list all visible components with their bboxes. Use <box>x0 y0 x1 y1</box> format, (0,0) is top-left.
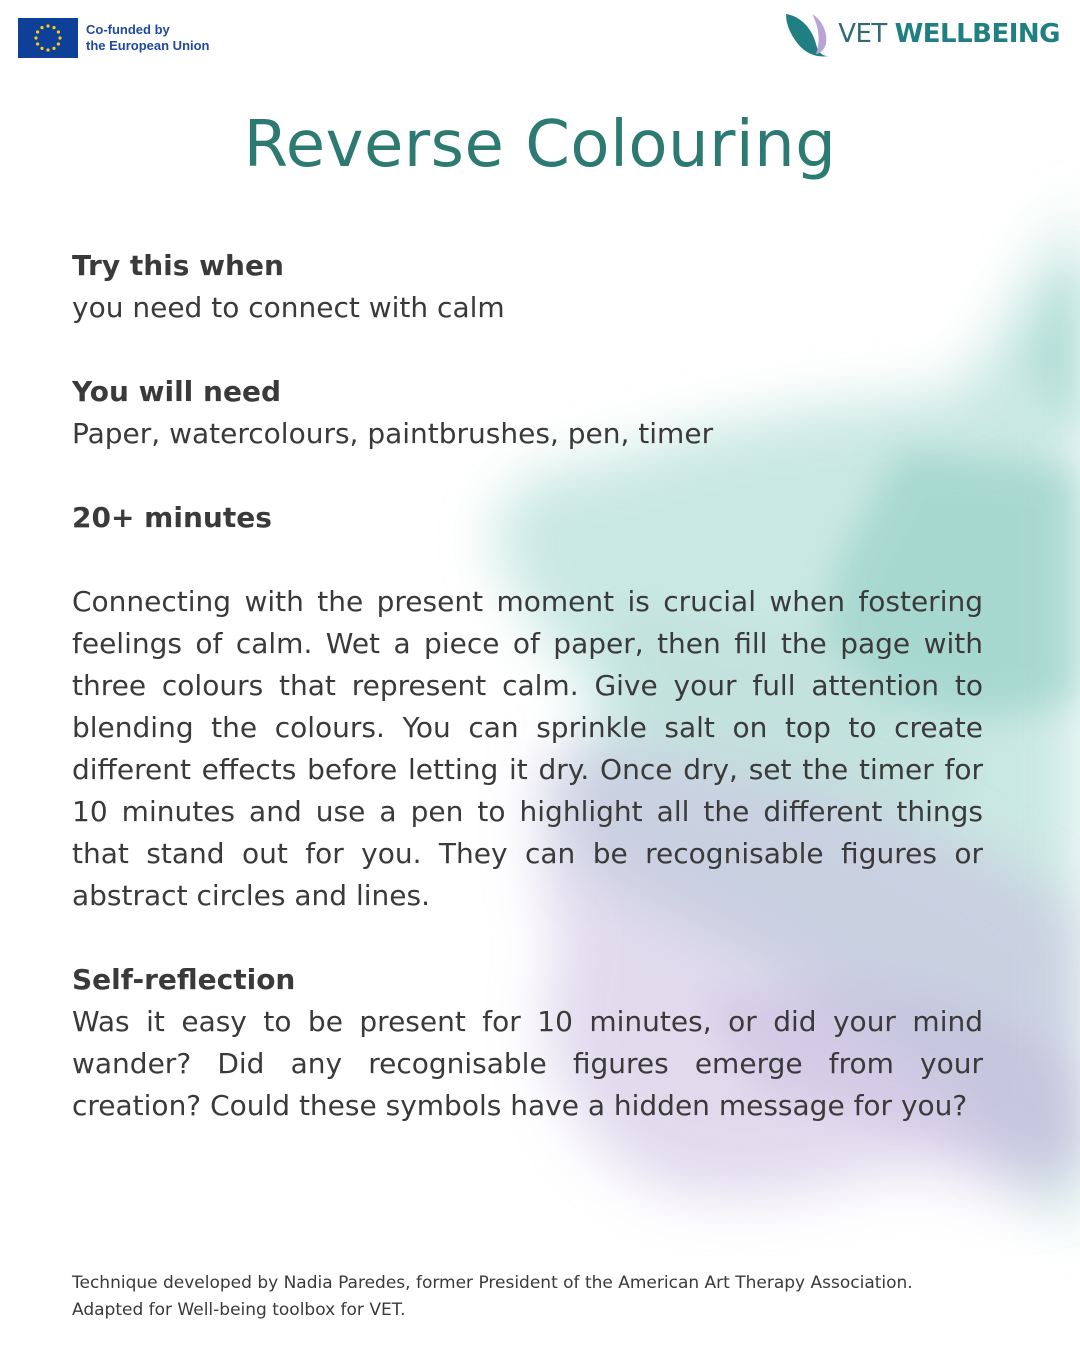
need-heading: You will need <box>72 375 281 408</box>
eu-line-1: Co-funded by <box>86 22 170 37</box>
footer-line-2: Adapted for Well-being toolbox for VET. <box>72 1300 406 1320</box>
eu-flag-icon <box>18 18 78 58</box>
try-text: you need to connect with calm <box>72 291 505 324</box>
try-heading: Try this when <box>72 249 284 282</box>
footer-credits <box>72 1270 1012 1324</box>
description: Connecting with the present moment is crucial when fostering feelings of calm. Wet a piece of paper, then fill the page with three colours that represent calm. Give your full attention to blending the colours. You can sprinkle salt on top to create different effects before letting it dry. Once dry, set the timer for 10 minutes and use a pen to highlight all the different things that stand out for you. They can be recognisable figures or abstract circles and lines. <box>72 585 983 912</box>
eu-line-2: the European Union <box>86 38 210 53</box>
reflection-text: Was it easy to be present for 10 minutes, or did your mind wander? Did any recognisable figures emerge from your creation? Could these symbols have a hidden message for you? <box>72 1005 983 1122</box>
brand-name <box>838 19 1060 49</box>
eu-cofunded-text <box>86 22 210 54</box>
brand-name-bold: WELLBEING <box>894 19 1060 49</box>
footer-line-1: Technique developed by Nadia Paredes, former President of the American Art Therapy Association. <box>72 1273 913 1293</box>
reflection-heading: Self-reflection <box>72 963 296 996</box>
need-text: Paper, watercolours, paintbrushes, pen, timer <box>72 417 714 450</box>
activity-content <box>72 245 983 1127</box>
vet-wellbeing-logo <box>782 10 1060 58</box>
leaf-logo-icon <box>782 10 834 58</box>
brand-name-light: VET <box>838 19 895 49</box>
page-title: Reverse Colouring <box>243 108 837 182</box>
duration: 20+ minutes <box>72 501 272 534</box>
eu-cofunded-badge <box>18 18 210 58</box>
